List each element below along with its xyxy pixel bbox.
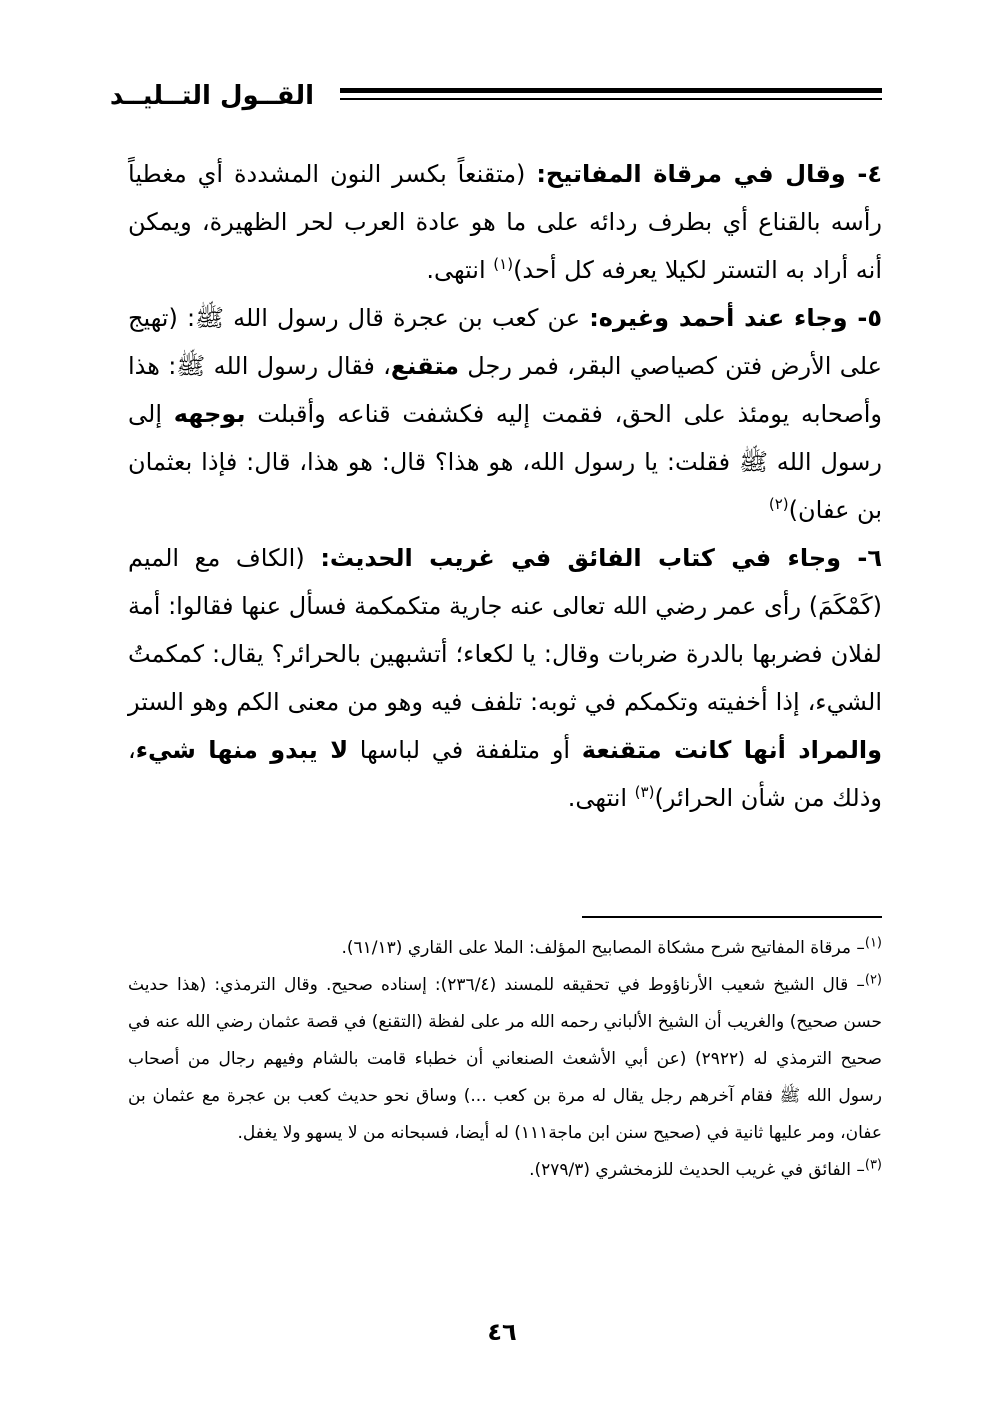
footnote-reference[interactable]: (١) — [493, 255, 514, 273]
footnote-marker: (٢) — [864, 972, 882, 988]
footnote-marker: (١) — [864, 935, 882, 951]
emphasis-text: متقنع — [390, 352, 460, 380]
footnote-reference[interactable]: (٣) — [634, 783, 655, 801]
emphasis-text: بوجهه — [173, 400, 246, 428]
paragraph-6 — [128, 534, 882, 822]
paragraph-heading: ٥- وجاء عند أحمد وغيره: — [589, 304, 882, 332]
paragraph-text: عن كعب بن عجرة قال رسول الله ﷺ: (تهيج على الأرض فتن كصياصي البقر، فمر رجل — [128, 304, 882, 380]
header-rule-thin — [340, 98, 882, 100]
emphasis-text: لا يبدو منها شيء — [135, 736, 349, 764]
running-header-title: القــول التــليــد — [109, 81, 314, 111]
footnote-text: – الفائق في غريب الحديث للزمخشري (٢٧٩/٣). — [529, 1160, 865, 1180]
paragraph-tail: انتهى. — [426, 256, 494, 284]
paragraph-heading: ٤- وقال في مرقاة المفاتيح: — [536, 160, 882, 188]
header-rule-thick — [340, 88, 882, 93]
paragraph-text: ، وذلك من شأن الحرائر) — [128, 736, 882, 812]
paragraph-tail: انتهى. — [567, 784, 635, 812]
paragraph-text: (متقنعاً بكسر النون المشددة أي مغطياً رأسه بالقناع أي بطرف ردائه على ما هو عادة العرب لحر الظهيرة، ويمكن أنه أراد به التستر لكيلا يعرفه كل أحد) — [128, 160, 882, 284]
footnote-reference[interactable]: (٢) — [768, 495, 789, 513]
footnote-separator — [582, 916, 882, 918]
footnote-text: – قال الشيخ شعيب الأرناؤوط في تحقيقه للمسند (٢٣٦/٤): إسناده صحيح. وقال الترمذي: (هذا حديث حسن صحيح) والغريب أن الشيخ الألباني رحمه الله مر على لفظة (التقنع) في قصة عثمان رضي الله عنه في صحيح الترمذي له (٢٩٢٢) (عن أبي الأشعث الصنعاني أن خطباء قامت بالشام وفيهم رجال من أصحاب رسول الله ﷺ فقام آخرهم رجل يقال له مرة بن كعب ...) وساق نحو حديث كعب بن عجرة مع عثمان بن عفان، ومر عليها ثانية في (صحيح سنن ابن ماجة١١١) له أيضا، فسبحانه من لا يسهو ولا يغفل. — [128, 975, 882, 1143]
page-number: ٤٦ — [487, 1318, 517, 1346]
emphasis-text: والمراد أنها كانت متقنعة — [581, 736, 883, 764]
footnotes — [128, 930, 882, 1189]
paragraph-text: (الكاف مع الميم (كَمْكَمَ) رأى عمر رضي الله تعالى عنه جارية متكمكمة فسأل عنها فقالوا: أمة لفلان فضربها بالدرة ضربات وقال: يا لكعاء؛ أتشبهين بالحرائر؟ يقال: كمكمتُ الشيء، إذا أخفيته وتكمكم في ثوبه: تلفف فيه وهو من معنى الكم وهو الستر — [128, 544, 882, 716]
paragraph-text: ، فقال رسول الله ﷺ: هذا وأصحابه يومئذ على الحق، فقمت إليه فكشفت قناعه وأقبلت — [128, 352, 882, 428]
footnote-marker: (٣) — [864, 1157, 882, 1173]
paragraph-text: إلى رسول الله ﷺ فقلت: يا رسول الله، هو هذا؟ قال: هو هذا، قال: فإذا بعثمان بن عفان) — [128, 400, 882, 524]
main-text — [128, 150, 882, 822]
paragraph-text: أو متلففة في لباسها — [348, 736, 582, 764]
footnote-1 — [128, 930, 882, 967]
footnote-2 — [128, 967, 882, 1152]
paragraph-heading: ٦- وجاء في كتاب الفائق في غريب الحديث: — [320, 544, 882, 572]
paragraph-5 — [128, 294, 882, 534]
footnote-3 — [128, 1152, 882, 1189]
footnote-text: – مرقاة المفاتيح شرح مشكاة المصابيح المؤلف: الملا على القاري (٦١/١٣). — [341, 938, 865, 958]
paragraph-4 — [128, 150, 882, 294]
